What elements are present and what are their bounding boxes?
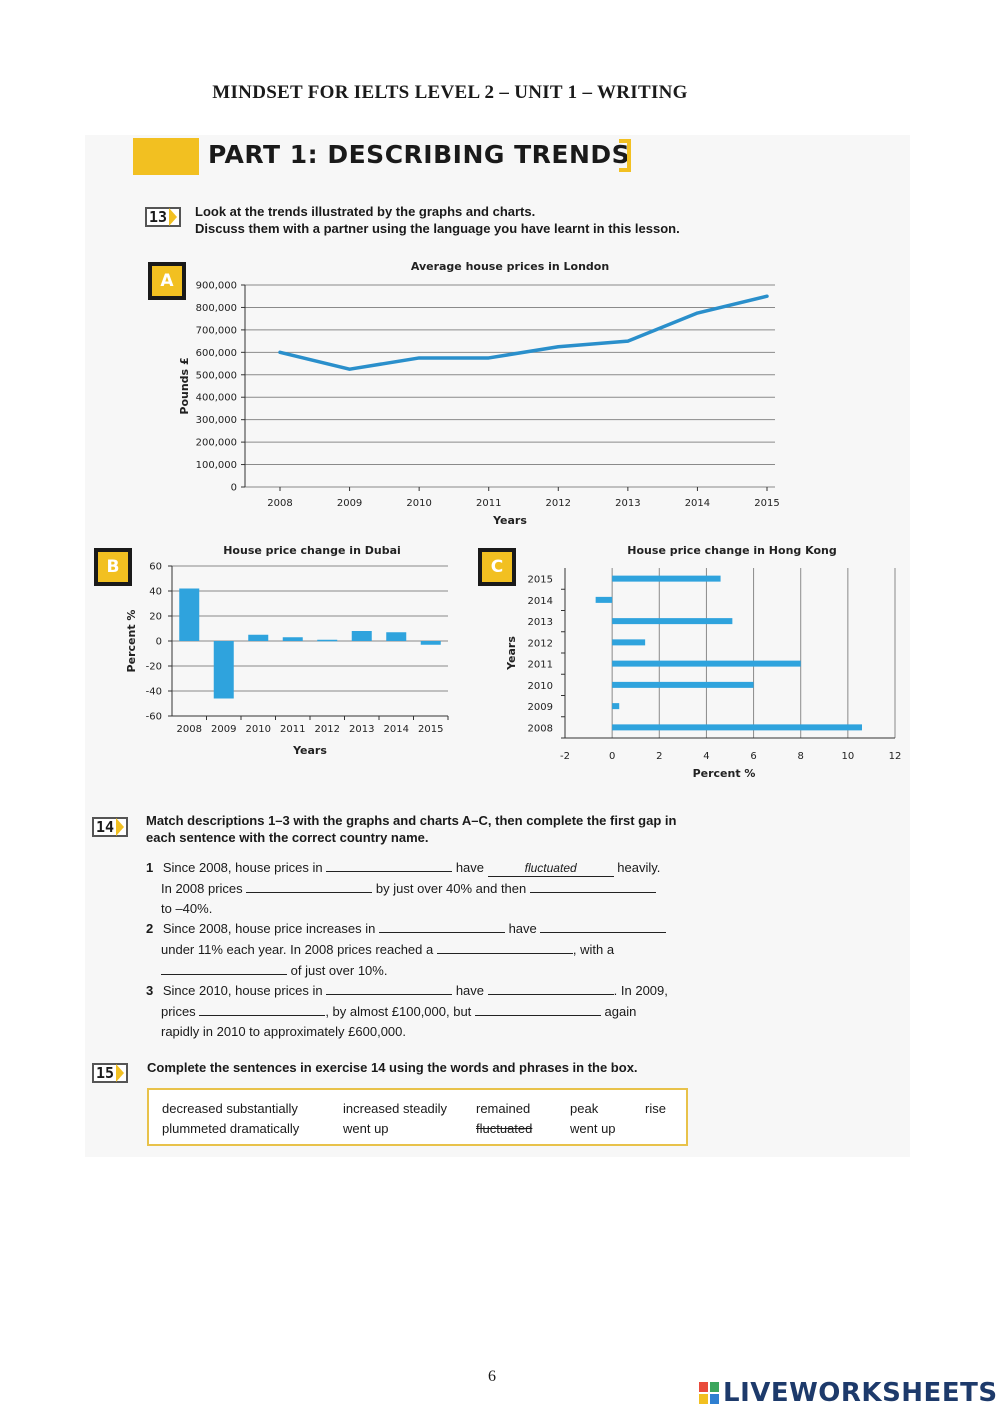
chart-b-bar: [421, 641, 441, 645]
chart-c-y-tick-label: 2014: [527, 595, 553, 607]
chart-a-x-tick-label: 2010: [406, 498, 432, 509]
part-bracket: [619, 139, 631, 172]
chart-b-bar: [317, 640, 337, 642]
chart-a-y-tick-label: 400,000: [195, 392, 237, 404]
item-2-number: 2: [146, 921, 154, 936]
item-1-number: 1: [146, 860, 154, 875]
item-2-text-b: have: [508, 921, 537, 936]
word-decreased-substantially: decreased substantially: [162, 1101, 298, 1116]
chart-a-x-tick-label: 2015: [754, 498, 780, 509]
exercise-14-item-1: [146, 857, 706, 919]
exercise-14-line-2: each sentence with the correct country name.: [146, 830, 429, 845]
item-2-text-e: of just over 10%.: [290, 963, 388, 978]
item-3-text-f: again: [604, 1004, 637, 1019]
exercise-15-instruction: Complete the sentences in exercise 14 using the words and phrases in the box.: [147, 1060, 638, 1075]
chart-c-x-label: Percent %: [692, 767, 756, 780]
chart-a-x-tick-label: 2008: [267, 498, 293, 509]
exercise-13-number-text: 13: [149, 208, 168, 226]
chart-c-x-tick-label: 6: [750, 751, 757, 762]
chart-b-x-tick-label: 2008: [176, 724, 202, 735]
item-1-text-b: have: [455, 860, 485, 875]
chart-a-data-point: [766, 295, 769, 298]
chart-b-y-tick-label: 60: [149, 561, 162, 573]
arrow-icon: [169, 208, 177, 226]
word-increased-steadily: increased steadily: [343, 1101, 448, 1116]
chart-b-bar: [352, 631, 372, 641]
chart-a-y-tick-label: 200,000: [195, 437, 237, 449]
item-1-gap-example: fluctuated: [488, 862, 614, 877]
chart-b-bar: [386, 632, 406, 641]
item-1-gap-country[interactable]: [326, 857, 452, 872]
chart-a-y-tick-label: 600,000: [195, 347, 237, 359]
chart-b-y-tick-label: -60: [145, 711, 162, 723]
badge-a-letter: A: [152, 266, 182, 296]
word-rise: rise: [645, 1101, 666, 1116]
chart-a-title: Average house prices in London: [410, 260, 610, 273]
exercise-13-line-2: Discuss them with a partner using the language you have learnt in this lesson.: [195, 221, 680, 236]
word-plummeted-dramatically: plummeted dramatically: [162, 1121, 300, 1136]
chart-b-y-tick-label: 0: [155, 636, 162, 648]
chart-c-y-label: Years: [505, 636, 518, 670]
part-accent-bar: [133, 138, 199, 175]
item-1-text-d: In 2008 prices: [161, 881, 243, 896]
chart-london-house-prices: [170, 252, 790, 532]
item-3-gap-3[interactable]: [199, 1001, 325, 1016]
chart-a-x-tick-label: 2012: [545, 498, 572, 509]
chart-b-y-tick-label: 40: [149, 586, 162, 598]
word-went-up: went up: [343, 1121, 389, 1136]
exercise-14-line-1: Match descriptions 1–3 with the graphs and charts A–C, then complete the first gap in: [146, 813, 677, 828]
exercise-15-number-text: 15: [96, 1064, 115, 1082]
item-3-text-c: . In 2009,: [613, 983, 668, 998]
exercise-13-number: [145, 207, 181, 227]
chart-c-bar: [612, 576, 720, 582]
chart-c-bar: [612, 724, 862, 730]
chart-c-y-tick-label: 2009: [527, 702, 553, 714]
arrow-icon: [116, 818, 124, 836]
chart-b-x-tick-label: 2015: [418, 724, 444, 735]
page-number: 6: [488, 1368, 496, 1385]
word-remained: remained: [476, 1101, 531, 1116]
exercise-15-number: [92, 1063, 128, 1083]
item-1-text-c: heavily.: [617, 860, 661, 875]
chart-a-y-tick-label: 100,000: [195, 460, 237, 472]
chart-b-bar: [179, 589, 199, 642]
chart-a-data-point: [696, 312, 699, 315]
logo-text: LIVEWORKSHEETS: [723, 1378, 998, 1408]
item-2-gap-3[interactable]: [437, 939, 573, 954]
item-2-text-d: , with a: [572, 942, 615, 957]
chart-c-x-tick-label: 0: [608, 751, 616, 762]
logo-icon: [698, 1381, 720, 1405]
chart-a-data-point: [418, 356, 421, 359]
chart-b-x-tick-label: 2009: [211, 724, 237, 735]
chart-a-y-label: Pounds £: [178, 357, 191, 415]
chart-a-data-point: [348, 368, 351, 371]
chart-hong-kong-price-change: [500, 538, 910, 783]
item-3-text-d: prices: [161, 1004, 196, 1019]
arrow-icon: [116, 1064, 124, 1082]
badge-b-letter: B: [98, 552, 128, 582]
item-1-gap-3[interactable]: [530, 878, 656, 893]
item-3-text-e: , by almost £100,000, but: [325, 1004, 472, 1019]
chart-b-y-tick-label: -20: [145, 661, 162, 673]
item-3-gap-country[interactable]: [326, 980, 452, 995]
chart-a-x-tick-label: 2013: [615, 498, 641, 509]
chart-c-y-tick-label: 2013: [527, 617, 553, 629]
item-2-gap-country[interactable]: [379, 918, 505, 933]
chart-b-y-tick-label: -40: [145, 686, 162, 698]
word-peak: peak: [570, 1101, 599, 1116]
item-1-text-e: by just over 40% and then: [375, 881, 527, 896]
exercise-14-number-text: 14: [96, 818, 115, 836]
chart-c-bar: [612, 703, 619, 709]
chart-a-y-tick-label: 0: [230, 482, 237, 494]
chart-c-x-tick-label: 4: [703, 751, 710, 762]
chart-c-bar: [612, 682, 753, 688]
chart-b-x-tick-label: 2013: [349, 724, 375, 735]
chart-c-y-tick-label: 2012: [527, 638, 553, 650]
chart-c-x-tick-label: 8: [797, 751, 804, 762]
item-3-text-g: rapidly in 2010 to approximately £600,000.: [161, 1024, 406, 1039]
chart-a-x-tick-label: 2009: [336, 498, 363, 509]
chart-c-bar: [612, 639, 645, 645]
item-3-text-b: have: [455, 983, 485, 998]
chart-c-x-tick-label: 12: [888, 751, 902, 762]
part-title: PART 1: DESCRIBING TRENDS: [208, 140, 631, 169]
chart-dubai-price-change: [120, 538, 460, 793]
liveworksheets-logo: [698, 1376, 998, 1410]
chart-c-y-tick-label: 2008: [527, 723, 553, 735]
chart-b-y-tick-label: 20: [149, 611, 162, 623]
item-3-text-a: Since 2010, house prices in: [162, 983, 323, 998]
exercise-14-instruction: [146, 812, 676, 846]
exercise-13-instruction: [195, 203, 680, 237]
chart-c-y-tick-label: 2010: [527, 680, 553, 692]
chart-a-x-tick-label: 2011: [475, 498, 502, 509]
chart-b-y-label: Percent %: [125, 609, 138, 673]
item-2-text-c: under 11% each year. In 2008 prices reached a: [161, 942, 434, 957]
chart-a-y-tick-label: 800,000: [195, 302, 237, 314]
item-3-number: 3: [146, 983, 154, 998]
item-2-gap-4[interactable]: [161, 960, 287, 975]
chart-a-y-tick-label: 300,000: [195, 415, 237, 427]
word-went-up-2: went up: [570, 1121, 616, 1136]
badge-c-letter: C: [482, 552, 512, 582]
chart-c-bar: [612, 618, 732, 624]
chart-b-x-label: Years: [293, 744, 327, 757]
chart-b-bar: [283, 637, 303, 641]
chart-a-x-tick-label: 2014: [684, 498, 711, 509]
document-title: MINDSET FOR IELTS LEVEL 2 – UNIT 1 – WRITING: [212, 82, 688, 103]
chart-a-data-point: [279, 351, 282, 354]
chart-a-y-tick-label: 900,000: [195, 280, 237, 292]
chart-a-data-point: [557, 345, 560, 348]
chart-b-x-tick-label: 2014: [383, 724, 409, 735]
exercise-13-line-1: Look at the trends illustrated by the graphs and charts.: [195, 204, 536, 219]
item-2-text-a: Since 2008, house price increases in: [162, 921, 376, 936]
chart-c-bar: [612, 661, 801, 667]
chart-c-y-tick-label: 2015: [527, 574, 553, 586]
chart-a-x-label: Years: [493, 514, 527, 527]
chart-b-title: House price change in Dubai: [223, 544, 401, 557]
item-3-gap-2[interactable]: [488, 980, 614, 995]
chart-a-data-point: [626, 340, 629, 343]
item-1-text-a: Since 2008, house prices in: [162, 860, 323, 875]
chart-c-y-tick-label: 2011: [527, 659, 553, 671]
chart-b-bar: [214, 641, 234, 699]
item-1-gap-2[interactable]: [246, 878, 372, 893]
chart-b-x-tick-label: 2012: [314, 724, 340, 735]
word-fluctuated-crossed-out: fluctuated: [476, 1121, 533, 1136]
chart-b-x-tick-label: 2010: [245, 724, 271, 735]
chart-c-x-tick-label: 10: [841, 751, 855, 762]
chart-a-y-tick-label: 500,000: [195, 370, 237, 382]
exercise-14-number: [92, 817, 128, 837]
chart-a-data-point: [487, 356, 490, 359]
item-3-gap-4[interactable]: [475, 1001, 601, 1016]
chart-c-title: House price change in Hong Kong: [627, 544, 837, 557]
chart-c-bar: [596, 597, 613, 603]
chart-b-x-tick-label: 2011: [280, 724, 306, 735]
chart-a-y-tick-label: 700,000: [195, 325, 237, 337]
exercise-14-item-3: [146, 980, 706, 1042]
item-1-text-f: to –40%.: [161, 901, 213, 916]
word-box: [147, 1088, 688, 1146]
chart-b-bar: [248, 635, 268, 641]
exercise-14-item-2: [146, 918, 706, 981]
chart-c-x-tick-label: -2: [560, 751, 570, 762]
chart-c-x-tick-label: 2: [656, 751, 663, 762]
item-2-gap-2[interactable]: [540, 918, 666, 933]
